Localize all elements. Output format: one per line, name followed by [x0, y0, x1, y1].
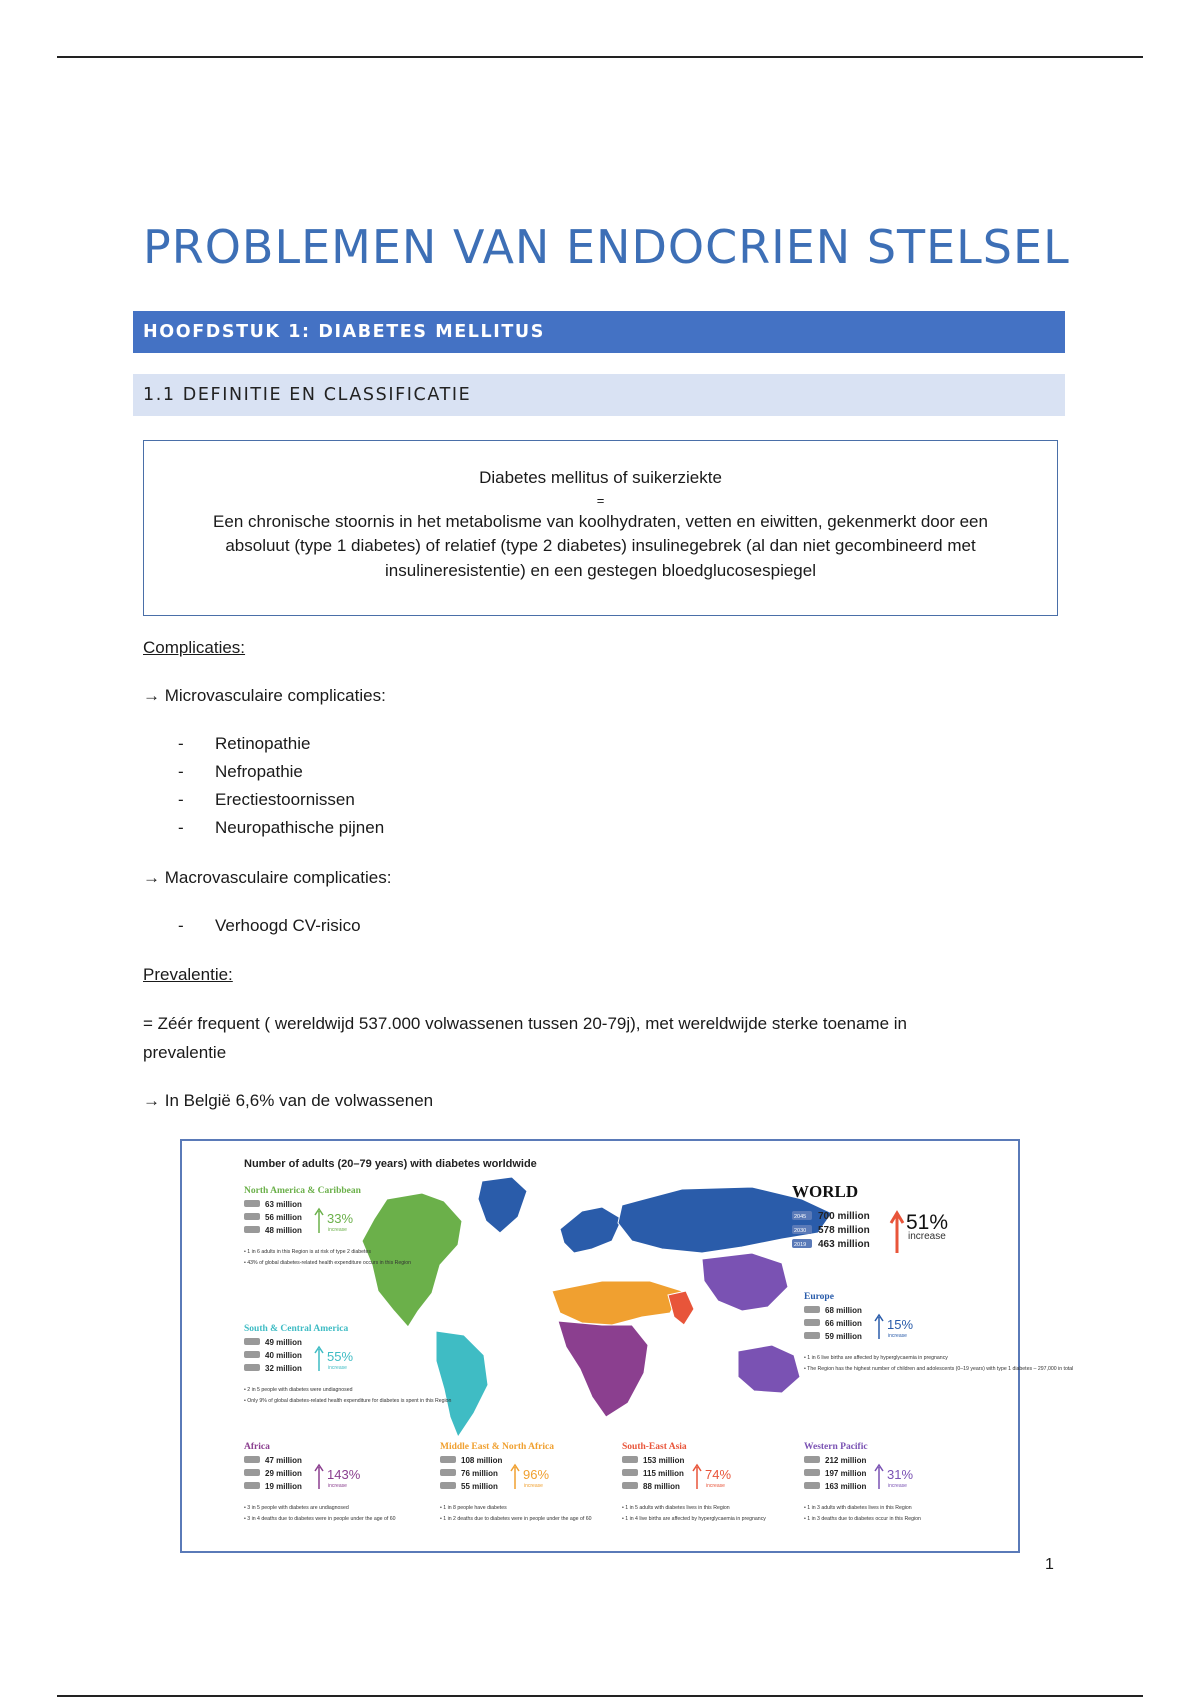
region-note: • The Region has the highest number of children and adolescents (0–19 years) with type 1 diabetes – 297,000 in total: [804, 1366, 1074, 1372]
diabetes-world-map-infographic: [180, 1139, 1074, 1553]
footer-rule: [57, 1695, 1143, 1697]
micro-complications-label: → Microvasculaire complicaties:: [143, 686, 386, 705]
definition-line: insulineresistentie) en een gestegen bloedglucosespiegel: [385, 560, 816, 580]
year-tag-marker: [244, 1482, 260, 1489]
region-note: • 1 in 3 deaths due to diabetes occur in this Region: [804, 1516, 921, 1522]
list-item: - Retinopathie: [143, 730, 384, 758]
region-panel: [804, 1292, 1073, 1372]
region-panel: [244, 1442, 396, 1522]
year-tag: 2019: [794, 1242, 807, 1248]
south-america-shape: [436, 1331, 488, 1437]
year-tag-marker: [244, 1213, 260, 1220]
increase-arrow-icon: [315, 1465, 323, 1489]
macro-complications-label: → Macrovasculaire complicaties:: [143, 868, 392, 887]
region-name: South-East Asia: [622, 1442, 687, 1452]
world-value: 578 million: [818, 1225, 870, 1236]
section-heading: 1.1 DEFINITIE EN CLASSIFICATIE: [133, 374, 1065, 416]
year-tag: 2045: [794, 1214, 807, 1220]
increase-arrow-icon: [511, 1465, 519, 1489]
year-tag-marker: [244, 1351, 260, 1358]
year-tag-marker: [440, 1456, 456, 1463]
year-tag-marker: [244, 1226, 260, 1233]
year-tag-marker: [244, 1338, 260, 1345]
increase-word: increase: [524, 1483, 543, 1489]
world-value: 463 million: [818, 1239, 870, 1250]
prevalence-paragraph: = Zéér frequent ( wereldwijd 537.000 volwassenen tussen 20-79j), met wereldwijde sterke toename in prevalentie: [143, 1014, 907, 1062]
region-value: 47 million: [265, 1456, 302, 1465]
region-value: 197 million: [825, 1469, 867, 1478]
world-label: WORLD: [792, 1182, 859, 1201]
map-title: Number of adults (20–79 years) with diabetes worldwide: [244, 1158, 537, 1170]
south-east-asia-shape: [668, 1291, 694, 1325]
region-value: 29 million: [265, 1469, 302, 1478]
list-dash: -: [178, 818, 184, 837]
year-tag-marker: [804, 1332, 820, 1339]
increase-word: increase: [888, 1333, 907, 1339]
greenland-shape: [478, 1177, 527, 1233]
region-note: • 1 in 6 live births are affected by hyperglycaemia in pregnancy: [804, 1355, 948, 1361]
region-value: 19 million: [265, 1482, 302, 1491]
region-note: • 3 in 5 people with diabetes are undiagnosed: [244, 1505, 349, 1511]
region-note: • 3 in 4 deaths due to diabetes were in people under the age of 60: [244, 1516, 396, 1522]
year-tag-marker: [244, 1456, 260, 1463]
year-tag-marker: [804, 1469, 820, 1476]
year-tag-marker: [622, 1482, 638, 1489]
region-increase-pct: 96%: [523, 1467, 550, 1482]
list-item: - Neuropathische pijnen: [143, 814, 384, 842]
europe-shape: [560, 1207, 622, 1253]
region-note: • 1 in 6 adults in this Region is at risk of type 2 diabetes: [244, 1249, 371, 1255]
region-note: • 1 in 2 deaths due to diabetes were in people under the age of 60: [440, 1516, 592, 1522]
year-tag-marker: [804, 1456, 820, 1463]
definition-term: Diabetes mellitus of suikerziekte: [479, 468, 722, 487]
region-value: 63 million: [265, 1200, 302, 1209]
year-tag-marker: [440, 1469, 456, 1476]
africa-shape: [558, 1321, 648, 1417]
region-value: 163 million: [825, 1482, 867, 1491]
definition-line: Een chronische stoornis in het metabolisme van koolhydraten, vetten en eiwitten, gekenmerkt door een: [213, 511, 988, 531]
increase-arrow-icon: [891, 1213, 903, 1253]
region-increase-pct: 33%: [327, 1211, 354, 1226]
region-value: 115 million: [643, 1469, 684, 1478]
region-value: 212 million: [825, 1456, 867, 1465]
list-dash: -: [178, 916, 184, 935]
region-note: • 1 in 3 adults with diabetes lives in this Region: [804, 1505, 912, 1511]
region-name: Western Pacific: [804, 1442, 868, 1452]
year-tag-marker: [244, 1469, 260, 1476]
year-tag-marker: [440, 1482, 456, 1489]
region-value: 88 million: [643, 1482, 680, 1491]
region-value: 66 million: [825, 1319, 862, 1328]
definition-box: [143, 440, 1058, 616]
increase-arrow-icon: [875, 1315, 883, 1339]
page-number: 1: [1045, 1556, 1054, 1573]
year-tag-marker: [804, 1319, 820, 1326]
region-increase-pct: 74%: [705, 1467, 732, 1482]
region-value: 49 million: [265, 1338, 302, 1347]
list-dash: -: [178, 762, 184, 781]
region-name: Europe: [804, 1292, 834, 1302]
region-increase-pct: 143%: [327, 1467, 361, 1482]
increase-word: increase: [706, 1483, 725, 1489]
western-pacific-asia-shape: [702, 1253, 788, 1311]
region-value: 68 million: [825, 1306, 862, 1315]
prevalence-label: Prevalentie:: [143, 965, 233, 984]
increase-word: increase: [328, 1227, 347, 1233]
complications-label: Complicaties:: [143, 638, 246, 657]
list-dash: -: [178, 790, 184, 809]
belgium-statement: → In België 6,6% van de volwassenen: [143, 1091, 434, 1110]
chapter-heading: HOOFDSTUK 1: DIABETES MELLITUS: [133, 311, 1065, 353]
increase-arrow-icon: [875, 1465, 883, 1489]
region-value: 56 million: [265, 1213, 302, 1222]
region-value: 59 million: [825, 1332, 862, 1341]
year-tag-marker: [244, 1364, 260, 1371]
list-item: - Nefropathie: [143, 758, 384, 786]
region-name: Africa: [244, 1442, 270, 1452]
region-panel: [622, 1442, 766, 1522]
region-value: 76 million: [461, 1469, 498, 1478]
macro-complications-list: [143, 912, 361, 940]
region-value: 55 million: [461, 1482, 498, 1491]
region-value: 153 million: [643, 1456, 685, 1465]
list-item: - Erectiestoornissen: [143, 786, 384, 814]
year-tag-marker: [244, 1200, 260, 1207]
region-panel: [440, 1442, 592, 1522]
year-tag: 2030: [794, 1228, 807, 1234]
middle-east-north-africa-shape: [552, 1281, 682, 1325]
year-tag-marker: [622, 1469, 638, 1476]
region-increase-pct: 55%: [327, 1349, 354, 1364]
world-increase-label: increase: [908, 1231, 946, 1242]
document-title: PROBLEMEN VAN ENDOCRIEN STELSEL: [143, 220, 1070, 274]
region-value: 32 million: [265, 1364, 302, 1373]
definition-equals: =: [596, 492, 605, 508]
world-map-figure: [182, 1141, 1074, 1555]
increase-word: increase: [888, 1483, 907, 1489]
region-value: 40 million: [265, 1351, 302, 1360]
region-increase-pct: 31%: [887, 1467, 914, 1482]
australia-shape: [738, 1345, 800, 1393]
region-name: Middle East & North Africa: [440, 1442, 554, 1452]
region-increase-pct: 15%: [887, 1317, 914, 1332]
micro-complications-list: [143, 730, 384, 842]
region-note: • 2 in 5 people with diabetes were undiagnosed: [244, 1387, 353, 1393]
region-note: • 1 in 8 people have diabetes: [440, 1505, 507, 1511]
year-tag-marker: [804, 1482, 820, 1489]
header-rule: [57, 56, 1143, 58]
region-note: • 43% of global diabetes-related health expenditure occurs in this Region: [244, 1260, 412, 1266]
region-name: South & Central America: [244, 1324, 349, 1334]
world-increase-pct: 51%: [906, 1211, 949, 1234]
region-value: 108 million: [461, 1456, 503, 1465]
region-note: • 1 in 5 adults with diabetes lives in this Region: [622, 1505, 730, 1511]
increase-word: increase: [328, 1483, 347, 1489]
region-name: North America & Caribbean: [244, 1186, 361, 1196]
region-note: • 1 in 4 live births are affected by hyperglycaemia in pregnancy: [622, 1516, 766, 1522]
increase-arrow-icon: [315, 1209, 323, 1233]
year-tag-marker: [622, 1456, 638, 1463]
region-panel: [244, 1324, 452, 1404]
increase-arrow-icon: [315, 1347, 323, 1371]
definition-line: absoluut (type 1 diabetes) of relatief (type 2 diabetes) insulinegebrek (al dan niet gecombineerd met: [225, 536, 976, 555]
region-note: • Only 9% of global diabetes-related health expenditure for diabetes is spent in this Region: [244, 1398, 452, 1404]
list-dash: -: [178, 734, 184, 753]
region-panel: [804, 1442, 921, 1522]
year-tag-marker: [804, 1306, 820, 1313]
region-value: 48 million: [265, 1226, 302, 1235]
increase-arrow-icon: [693, 1465, 701, 1489]
increase-word: increase: [328, 1365, 347, 1371]
list-item: - Verhoogd CV-risico: [143, 912, 361, 940]
world-value: 700 million: [818, 1211, 870, 1222]
